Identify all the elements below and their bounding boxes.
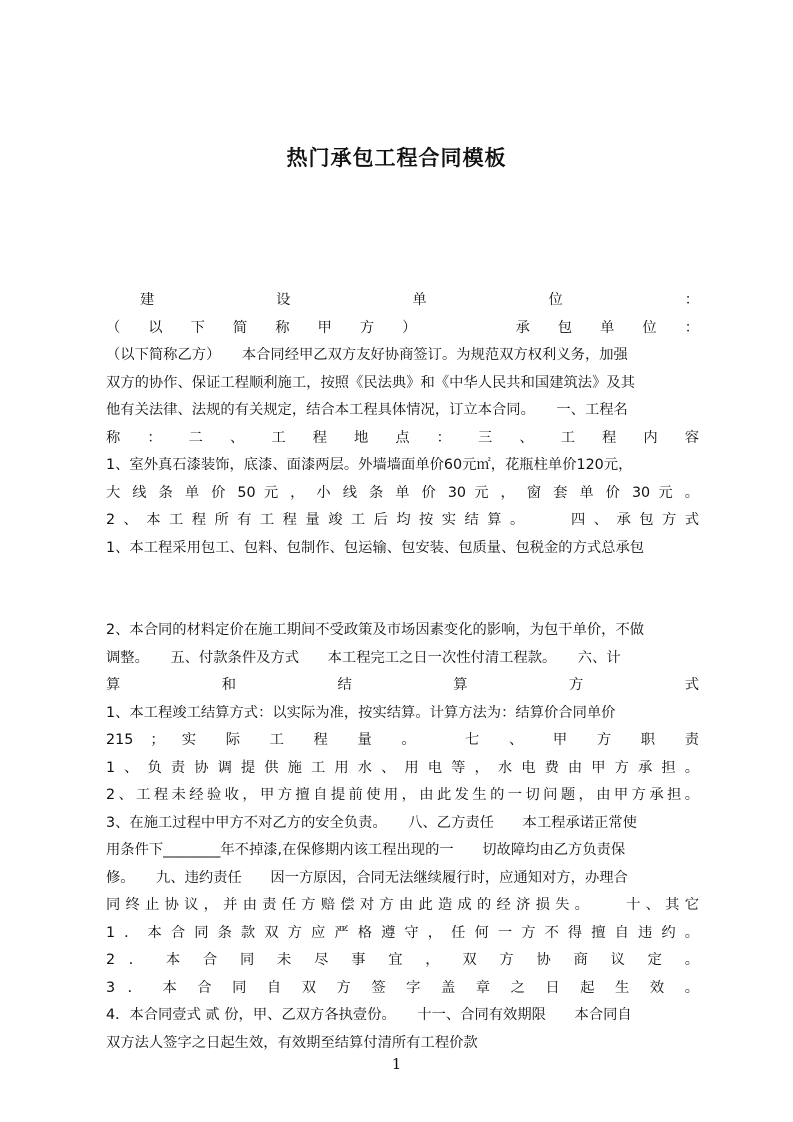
text-line: （以下简称乙方） 本合同经甲乙双方友好协商签订。为规范双方权利义务，加强 <box>106 347 628 363</box>
text-line: 2、工程未经验收，甲方擅自提前使用，由此发生的一切问题，由甲方承担。 <box>106 787 699 803</box>
document-title: 热门承包工程合同模板 <box>286 146 507 170</box>
text-line: 1、室外真石漆装饰，底漆、面漆两层。外墙墙面单价60元㎡，花瓶柱单价120元， <box>106 457 633 473</box>
text-line: 3 ． 本 合 同 自 双 方 签 字 盖 章 之 日 起 生 效 。 <box>106 979 699 996</box>
text-line: 大 线 条 单 价 50 元 ， 小 线 条 单 价 30 元 ， 窗 套 单 价 30 元 。 <box>106 484 699 501</box>
text-line: 2、本工程所有工程量竣工后均按实结算。 四、承包方式 <box>106 512 699 528</box>
text-line: 他有关法律、法规的有关规定，结合本工程具体情况，订立本合同。 一、工程名 <box>106 402 628 418</box>
text-line: 1、本工程采用包工、包料、包制作、包运输、包安装、包质量、包税金的方式总承包 <box>106 539 645 556</box>
text-line: 4．本合同壹式 贰 份，甲、乙双方各执壹份。 十一、合同有效期限 本合同自 <box>106 1007 632 1023</box>
text-line: 1、本工程竣工结算方式：以实际为准，按实结算。计算方法为：结算价合同单价 <box>106 704 616 721</box>
text-line: 双方的协作、保证工程顺利施工，按照《民法典》和《中华人民共和国建筑法》及其 <box>106 374 635 391</box>
text-line: 建 设 单 位 ： <box>140 292 699 308</box>
document-body <box>106 287 699 1057</box>
text-line: 215 ； 实 际 工 程 量 。 七 、 甲 方 职 责 <box>106 732 699 748</box>
text-line: 2、本合同的材料定价在施工期间不受政策及市场因素变化的影响，为包干单价，不做 <box>106 622 645 638</box>
text-line: 双方法人签字之日起生效，有效期至结算付清所有工程价款 <box>106 1034 478 1051</box>
text-line: 称 ： 二 、 工 程 地 点 ： 三 、 工 程 内 容 <box>106 429 699 446</box>
text-line: 修。 九、违约责任 因一方原因，合同无法继续履行时，应通知对方，办理合 <box>106 869 628 886</box>
page-number: 1 <box>391 1055 402 1073</box>
text-line: 同终止协议，并由责任方赔偿对方由此造成的经济损失。 十、其它 <box>106 897 699 913</box>
text-line: （ 以 下 简 称 甲 方 ） 承 包 单 位 ： <box>106 319 699 336</box>
text-line: 算 和 结 算 方 式 <box>106 677 699 693</box>
text-line <box>106 562 699 617</box>
text-line: 用条件下________年不掉漆,在保修期内该工程出现的一 切故障均由乙方负责保 <box>106 842 626 858</box>
text-line: 3、在施工过程中甲方不对乙方的安全负责。 八、乙方责任 本工程承诺正常使 <box>106 814 637 831</box>
text-line: 调整。 五、付款条件及方式 本工程完工之日一次性付清工程款。 六、计 <box>106 649 621 666</box>
text-line: 1．本合同条款双方应严格遵守，任何一方不得擅自违约。 <box>106 924 699 941</box>
text-line: 1、负责协调提供施工用水、用电等，水电费由甲方承担。 <box>106 759 699 776</box>
text-line: 2 ． 本 合 同 未 尽 事 宜 ， 双 方 协 商 议 定 。 <box>106 952 699 968</box>
